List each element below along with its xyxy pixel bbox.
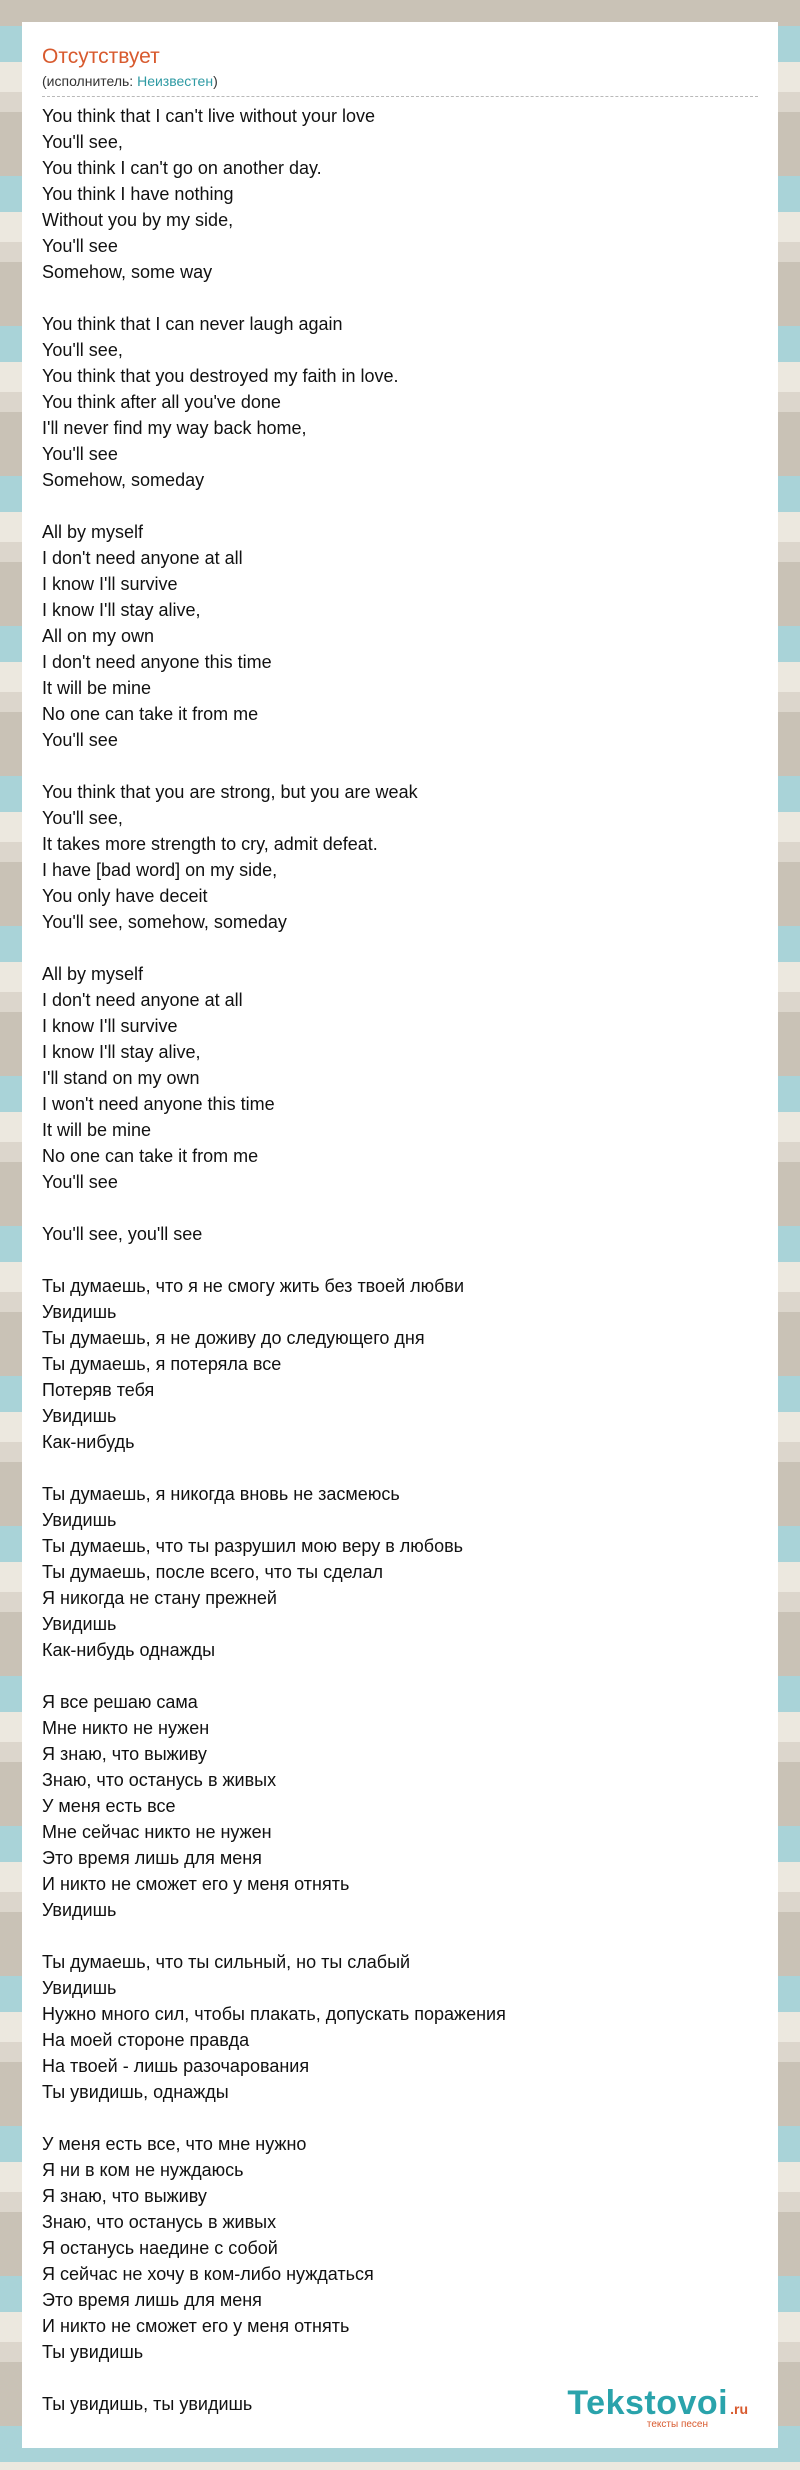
lyric-line: Я знаю, что выживу: [42, 2186, 207, 2206]
lyric-line: You think that I can't live without your love: [42, 106, 375, 126]
lyric-line: Ты увидишь, однажды: [42, 2082, 229, 2102]
lyric-line: You think that you are strong, but you are weak: [42, 782, 418, 802]
lyric-line: Ты думаешь, после всего, что ты сделал: [42, 1562, 384, 1582]
logo-wordmark: Tekstovoi: [567, 2384, 729, 2422]
stanza-break: [42, 753, 778, 779]
header-divider: [42, 96, 758, 97]
lyric-line: Знаю, что останусь в живых: [42, 2212, 277, 2232]
lyric-line: All by myself: [42, 522, 144, 542]
lyric-line: I have [bad word] on my side,: [42, 860, 278, 880]
lyric-line: Нужно много сил, чтобы плакать, допускать поражения: [42, 2004, 506, 2024]
stanza-break: [42, 493, 778, 519]
lyric-line: Как-нибудь: [42, 1432, 135, 1452]
logo-tagline: тексты песен: [646, 2419, 708, 2430]
stanza-break: [42, 2105, 778, 2131]
lyric-line: Without you by my side,: [42, 210, 234, 230]
lyric-line: I know I'll survive: [42, 574, 178, 594]
lyric-line: Это время лишь для меня: [42, 2290, 262, 2310]
lyric-line: It will be mine: [42, 1120, 152, 1140]
lyrics-card: [22, 22, 778, 2448]
lyric-line: Ты увидишь, ты увидишь: [42, 2394, 253, 2414]
lyric-line: I'll stand on my own: [42, 1068, 200, 1088]
lyric-line: I won't need anyone this time: [42, 1094, 275, 1114]
lyric-line: И никто не сможет его у меня отнять: [42, 1874, 350, 1894]
lyric-line: Я сейчас не хочу в ком-либо нуждаться: [42, 2264, 374, 2284]
lyric-line: Как-нибудь однажды: [42, 1640, 216, 1660]
song-title: Отсутствует: [42, 45, 160, 68]
lyric-line: You think that I can never laugh again: [42, 314, 343, 334]
lyric-line: Ты думаешь, что ты разрушил мою веру в любовь: [42, 1536, 464, 1556]
lyric-line: Потеряв тебя: [42, 1380, 155, 1400]
lyric-line: All on my own: [42, 626, 155, 646]
lyric-line: Увидишь: [42, 1302, 117, 1322]
lyric-line: Я все решаю сама: [42, 1692, 198, 1712]
stanza-break: [42, 285, 778, 311]
lyric-line: Мне сейчас никто не нужен: [42, 1822, 272, 1842]
artist-link[interactable]: Неизвестен: [137, 73, 214, 89]
lyric-line: You'll see,: [42, 132, 123, 152]
lyric-line: You'll see: [42, 236, 118, 256]
lyric-line: Увидишь: [42, 1978, 117, 1998]
lyric-line: You think after all you've done: [42, 392, 281, 412]
lyric-line: Ты думаешь, что ты сильный, но ты слабый: [42, 1952, 411, 1972]
lyric-line: You'll see,: [42, 340, 123, 360]
stanza-break: [42, 1247, 778, 1273]
lyrics-text: [42, 103, 778, 2417]
lyric-line: I know I'll stay alive,: [42, 600, 201, 620]
lyric-line: No one can take it from me: [42, 704, 259, 724]
artist-prefix: (исполнитель:: [42, 73, 138, 89]
lyric-line: На моей стороне правда: [42, 2030, 250, 2050]
lyric-line: Ты думаешь, я никогда вновь не засмеюсь: [42, 1484, 400, 1504]
lyric-line: You think I can't go on another day.: [42, 158, 322, 178]
stanza-break: [42, 1195, 778, 1221]
lyric-line: I know I'll stay alive,: [42, 1042, 201, 1062]
lyric-line: I know I'll survive: [42, 1016, 178, 1036]
artist-line: [42, 72, 778, 90]
lyric-line: И никто не сможет его у меня отнять: [42, 2316, 350, 2336]
lyric-line: Увидишь: [42, 1510, 117, 1530]
lyric-line: Я ни в ком не нуждаюсь: [42, 2160, 244, 2180]
lyric-line: You'll see: [42, 730, 118, 750]
lyric-line: You'll see, you'll see: [42, 1224, 203, 1244]
lyric-line: I'll never find my way back home,: [42, 418, 307, 438]
stanza-break: [42, 935, 778, 961]
lyric-line: У меня есть все: [42, 1796, 176, 1816]
lyric-line: Увидишь: [42, 1900, 117, 1920]
stanza-break: [42, 1923, 778, 1949]
lyric-line: Это время лишь для меня: [42, 1848, 262, 1868]
lyric-line: It takes more strength to cry, admit defeat.: [42, 834, 378, 854]
lyric-line: All by myself: [42, 964, 144, 984]
artist-suffix: ): [213, 73, 218, 89]
lyric-line: I don't need anyone at all: [42, 990, 243, 1010]
lyric-line: Ты думаешь, я потеряла все: [42, 1354, 282, 1374]
stanza-break: [42, 1455, 778, 1481]
lyric-line: Ты увидишь: [42, 2342, 144, 2362]
lyric-line: Увидишь: [42, 1406, 117, 1426]
lyric-line: You'll see: [42, 1172, 118, 1192]
lyric-line: Somehow, someday: [42, 470, 205, 490]
lyric-line: It will be mine: [42, 678, 152, 698]
lyric-line: Я знаю, что выживу: [42, 1744, 207, 1764]
lyric-line: Я останусь наедине с собой: [42, 2238, 278, 2258]
lyric-line: Ты думаешь, я не доживу до следующего дня: [42, 1328, 425, 1348]
lyric-line: Somehow, some way: [42, 262, 213, 282]
site-logo[interactable]: [567, 2384, 748, 2430]
lyric-line: На твоей - лишь разочарования: [42, 2056, 310, 2076]
lyric-line: Знаю, что останусь в живых: [42, 1770, 277, 1790]
lyric-line: You think I have nothing: [42, 184, 234, 204]
lyric-line: You only have deceit: [42, 886, 208, 906]
lyric-line: Я никогда не стану прежней: [42, 1588, 277, 1608]
stanza-break: [42, 1663, 778, 1689]
lyric-line: No one can take it from me: [42, 1146, 259, 1166]
lyric-line: You'll see, somehow, someday: [42, 912, 287, 932]
lyric-line: У меня есть все, что мне нужно: [42, 2134, 307, 2154]
lyric-line: I don't need anyone at all: [42, 548, 243, 568]
lyric-line: Увидишь: [42, 1614, 117, 1634]
logo-domain: .ru: [730, 2401, 748, 2417]
lyric-line: You think that you destroyed my faith in love.: [42, 366, 399, 386]
lyric-line: Ты думаешь, что я не смогу жить без твоей любви: [42, 1276, 465, 1296]
lyric-line: I don't need anyone this time: [42, 652, 272, 672]
lyric-line: You'll see: [42, 444, 118, 464]
lyric-line: You'll see,: [42, 808, 123, 828]
lyric-line: Мне никто не нужен: [42, 1718, 210, 1738]
